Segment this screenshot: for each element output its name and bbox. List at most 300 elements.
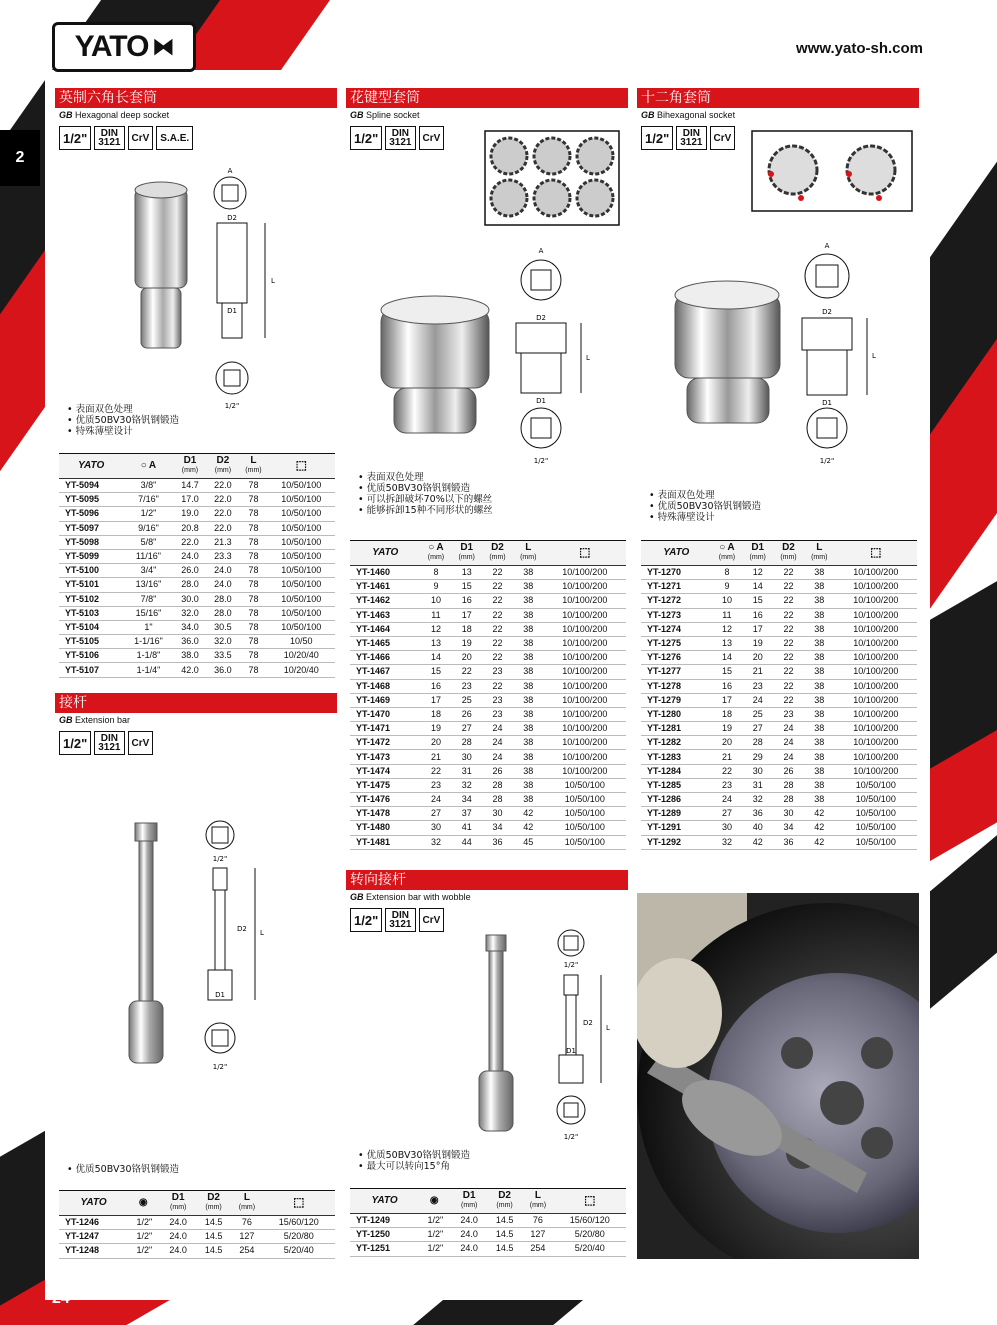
hexagon-icon: ○: [428, 542, 435, 553]
table-cell: 16: [421, 679, 452, 693]
column-header: L (mm): [522, 1189, 553, 1214]
table-row: [59, 507, 335, 521]
wheel-ratchet-photo: [637, 893, 919, 1259]
yato-logo: YATO ⧓: [52, 22, 196, 72]
table-cell: 10/100/200: [544, 750, 626, 764]
extension-bar-image: [115, 813, 325, 1093]
dim-d2-label: D2: [536, 314, 546, 322]
table-cell: 38: [804, 764, 835, 778]
bihex-socket-image: [667, 238, 917, 468]
spec-table: [59, 1190, 335, 1259]
table-cell: 24.0: [161, 1244, 196, 1258]
table-cell: 10/50/100: [267, 564, 335, 578]
yato-header-cell: YATO: [59, 1191, 128, 1216]
table-cell: 22: [773, 594, 804, 608]
table-cell: 1/2": [419, 1214, 451, 1228]
dim-a-label: A: [824, 242, 830, 250]
table-cell: 28: [482, 793, 513, 807]
table-cell: 22: [773, 679, 804, 693]
table-cell: 38: [513, 736, 544, 750]
table-cell: 1/2": [419, 1228, 451, 1242]
table-cell: 22: [421, 764, 452, 778]
table-cell: 27: [421, 807, 452, 821]
section-bihex-socket: [637, 88, 919, 856]
table-cell: 17: [742, 622, 773, 636]
section-subtitle: GB Hexagonal deep socket: [59, 110, 170, 120]
model-number-cell: YT-1469: [350, 693, 421, 707]
table-cell: 22: [482, 636, 513, 650]
table-row: [350, 679, 626, 693]
table-row: [350, 1214, 626, 1228]
table-cell: 32: [451, 778, 482, 792]
table-cell: 1-1/4": [123, 663, 173, 677]
column-header: D1 (mm): [451, 541, 482, 566]
table-row: [59, 493, 335, 507]
table-cell: 12: [712, 622, 743, 636]
column-header: L (mm): [804, 541, 835, 566]
table-cell: 38: [804, 608, 835, 622]
dim-l-label: L: [260, 929, 264, 937]
table-cell: 5/20/40: [263, 1244, 335, 1258]
feature-list: [641, 490, 761, 523]
table-cell: 14.5: [487, 1228, 522, 1242]
table-cell: 28: [482, 778, 513, 792]
table-cell: 30: [421, 821, 452, 835]
model-number-cell: YT-1270: [641, 566, 712, 580]
table-cell: 10/50/100: [544, 821, 626, 835]
table-cell: 10/100/200: [835, 608, 917, 622]
table-cell: 10/100/200: [835, 707, 917, 721]
din-badge: DIN 3121: [385, 908, 415, 932]
table-cell: 78: [239, 564, 267, 578]
table-cell: 1-1/16": [123, 635, 173, 649]
table-cell: 10/50: [267, 635, 335, 649]
hexagon-icon: ○: [140, 460, 147, 471]
table-cell: 42: [513, 807, 544, 821]
table-cell: 13: [451, 566, 482, 580]
table-cell: 78: [239, 606, 267, 620]
chapter-tab: 2: [0, 130, 40, 186]
table-cell: 28: [451, 736, 482, 750]
table-cell: 15/16": [123, 606, 173, 620]
model-number-cell: YT-1291: [641, 821, 712, 835]
table-cell: 9: [421, 580, 452, 594]
table-cell: 18: [451, 622, 482, 636]
model-number-cell: YT-1283: [641, 750, 712, 764]
table-cell: 78: [239, 592, 267, 606]
table-cell: 14: [421, 651, 452, 665]
model-number-cell: YT-1276: [641, 651, 712, 665]
feature-item: • 优质50BV30铬钒钢锻造: [67, 1164, 179, 1175]
column-header: D2 (mm): [196, 1191, 231, 1216]
table-cell: 10/100/200: [544, 594, 626, 608]
table-cell: 23: [421, 778, 452, 792]
table-cell: 10/50/100: [835, 835, 917, 849]
table-cell: 30: [712, 821, 743, 835]
table-cell: 21: [421, 750, 452, 764]
table-cell: 36.0: [206, 663, 239, 677]
table-cell: 10/50/100: [267, 507, 335, 521]
table-cell: 127: [522, 1228, 553, 1242]
drive-size-badge: 1/2": [59, 126, 91, 150]
model-number-cell: YT-1275: [641, 636, 712, 650]
table-cell: 38: [513, 651, 544, 665]
table-cell: 22: [482, 608, 513, 622]
table-cell: 1-1/8": [123, 649, 173, 663]
table-cell: 78: [239, 649, 267, 663]
section-wobble-extension: [346, 870, 628, 1263]
model-number-cell: YT-1476: [350, 793, 421, 807]
table-cell: 15: [712, 665, 743, 679]
table-cell: 5/20/40: [554, 1242, 626, 1256]
table-cell: 31: [451, 764, 482, 778]
table-cell: 7/8": [123, 592, 173, 606]
crv-badge: CrV: [128, 731, 154, 755]
sae-badge: S.A.E.: [156, 126, 193, 150]
table-cell: 20: [742, 651, 773, 665]
table-cell: 10/100/200: [544, 651, 626, 665]
feature-item: • 能够拆卸15种不同形状的螺丝: [358, 505, 493, 516]
table-cell: 14.5: [196, 1216, 231, 1230]
bihex-profile-image: [751, 130, 913, 212]
table-cell: 1/2": [128, 1244, 160, 1258]
model-number-cell: YT-1281: [641, 722, 712, 736]
table-row: [350, 636, 626, 650]
table-cell: 24.0: [206, 564, 239, 578]
table-row: [641, 679, 917, 693]
table-cell: 24: [421, 793, 452, 807]
model-number-cell: YT-1461: [350, 580, 421, 594]
dim-d2-label: D2: [822, 308, 832, 316]
dim-l-label: L: [271, 277, 275, 285]
table-cell: 30: [482, 807, 513, 821]
table-cell: 10/50/100: [267, 592, 335, 606]
wobble-extension-image: [446, 925, 626, 1165]
table-cell: 38: [513, 594, 544, 608]
table-cell: 30: [742, 764, 773, 778]
table-row: [350, 594, 626, 608]
table-cell: 38: [804, 679, 835, 693]
table-cell: 16: [712, 679, 743, 693]
table-cell: 42: [804, 835, 835, 849]
table-cell: 16: [742, 608, 773, 622]
table-cell: 23.3: [206, 549, 239, 563]
table-row: [641, 707, 917, 721]
table-row: [350, 1242, 626, 1256]
table-cell: 14: [742, 580, 773, 594]
table-cell: 12: [421, 622, 452, 636]
table-cell: 19: [451, 636, 482, 650]
table-cell: 42: [804, 807, 835, 821]
table-cell: 28.0: [206, 592, 239, 606]
table-cell: 23: [712, 778, 743, 792]
dim-a-label: A: [227, 168, 233, 175]
table-cell: 10/50/100: [544, 835, 626, 849]
table-cell: 78: [239, 663, 267, 677]
model-number-cell: YT-1460: [350, 566, 421, 580]
table-cell: 10/100/200: [835, 580, 917, 594]
table-cell: 44: [451, 835, 482, 849]
table-cell: 38: [804, 778, 835, 792]
model-number-cell: YT-5100: [59, 564, 123, 578]
column-header: D2 (mm): [206, 454, 239, 479]
column-header: ○ A (mm): [421, 541, 452, 566]
model-number-cell: YT-5098: [59, 535, 123, 549]
model-number-cell: YT-1273: [641, 608, 712, 622]
table-row: [59, 521, 335, 535]
table-cell: 10/100/200: [835, 679, 917, 693]
table-cell: 38: [513, 722, 544, 736]
model-number-cell: YT-1472: [350, 736, 421, 750]
feature-item: • 优质50BV30铬钒钢锻造: [67, 415, 179, 426]
table-cell: 24: [773, 736, 804, 750]
table-cell: 38.0: [173, 649, 206, 663]
table-row: [641, 793, 917, 807]
table-cell: 76: [231, 1216, 262, 1230]
table-row: [350, 807, 626, 821]
table-cell: 22.0: [206, 479, 239, 493]
drive-size-badge: 1/2": [59, 731, 91, 755]
table-cell: 21: [712, 750, 743, 764]
table-cell: 76: [522, 1214, 553, 1228]
table-cell: 10/100/200: [544, 665, 626, 679]
table-cell: 7/16": [123, 493, 173, 507]
model-number-cell: YT-1246: [59, 1216, 128, 1230]
dim-l-label: L: [606, 1024, 610, 1032]
dim-d2-label: D2: [583, 1019, 593, 1027]
table-row: [641, 608, 917, 622]
model-number-cell: YT-1467: [350, 665, 421, 679]
table-cell: 10/100/200: [835, 651, 917, 665]
column-header: D1 (mm): [173, 454, 206, 479]
feature-item: • 表面双色处理: [649, 490, 761, 501]
table-cell: 14: [712, 651, 743, 665]
table-row: [641, 580, 917, 594]
table-cell: 40: [742, 821, 773, 835]
section-title: 英制六角长套筒: [55, 88, 337, 108]
column-header: L (mm): [239, 454, 267, 479]
table-cell: 22: [773, 608, 804, 622]
table-cell: 17: [451, 608, 482, 622]
table-cell: 34.0: [173, 620, 206, 634]
table-cell: 38: [804, 707, 835, 721]
model-number-cell: YT-1465: [350, 636, 421, 650]
table-cell: 29: [742, 750, 773, 764]
table-cell: 10/50/100: [267, 521, 335, 535]
table-cell: 10/100/200: [835, 566, 917, 580]
table-cell: 23: [482, 665, 513, 679]
table-cell: 17: [712, 693, 743, 707]
table-cell: 38: [513, 750, 544, 764]
table-cell: 10/50/100: [835, 807, 917, 821]
din-badge: DIN 3121: [94, 126, 124, 150]
table-cell: 42: [742, 835, 773, 849]
spec-table: [350, 540, 626, 850]
feature-list: [59, 1164, 179, 1175]
feature-item: • 特殊薄壁设计: [67, 426, 179, 437]
table-cell: 21: [742, 665, 773, 679]
model-number-cell: YT-1473: [350, 750, 421, 764]
drive-size-badge: 1/2": [350, 126, 382, 150]
table-cell: 38: [513, 608, 544, 622]
dim-l-label: L: [872, 352, 876, 360]
table-cell: 22.0: [173, 535, 206, 549]
feature-item: • 表面双色处理: [358, 472, 493, 483]
table-cell: 11: [712, 608, 743, 622]
table-cell: 10: [712, 594, 743, 608]
table-cell: 10/50/100: [544, 807, 626, 821]
table-cell: 37: [451, 807, 482, 821]
table-row: [350, 707, 626, 721]
table-cell: 5/8": [123, 535, 173, 549]
table-cell: 38: [513, 778, 544, 792]
table-cell: 38: [513, 793, 544, 807]
column-header: D1 (mm): [452, 1189, 487, 1214]
column-header: L (mm): [513, 541, 544, 566]
model-number-cell: YT-1464: [350, 622, 421, 636]
dim-sq-top-label: 1/2": [212, 855, 228, 863]
feature-list: [350, 472, 493, 516]
table-cell: 33.5: [206, 649, 239, 663]
table-cell: 22: [482, 679, 513, 693]
section-title: 转向接杆: [346, 870, 628, 890]
model-number-cell: YT-1481: [350, 835, 421, 849]
table-cell: 24: [773, 722, 804, 736]
yato-header-cell: YATO: [59, 454, 123, 479]
table-cell: 20: [712, 736, 743, 750]
table-cell: 22.0: [206, 493, 239, 507]
table-cell: 16: [451, 594, 482, 608]
din-badge: DIN 3121: [676, 126, 706, 150]
model-number-cell: YT-1279: [641, 693, 712, 707]
model-number-cell: YT-5101: [59, 578, 123, 592]
table-cell: 78: [239, 535, 267, 549]
table-cell: 10/100/200: [835, 750, 917, 764]
column-header: D1 (mm): [161, 1191, 196, 1216]
table-cell: 10/100/200: [835, 736, 917, 750]
table-row: [350, 651, 626, 665]
table-cell: 24: [482, 722, 513, 736]
feature-list: [350, 1150, 470, 1172]
website-url[interactable]: www.yato-sh.com: [796, 40, 923, 57]
table-row: [350, 793, 626, 807]
table-cell: 24.0: [173, 549, 206, 563]
model-number-cell: YT-1274: [641, 622, 712, 636]
model-number-cell: YT-1284: [641, 764, 712, 778]
dim-sq-label: 1/2": [224, 402, 240, 410]
model-number-cell: YT-1247: [59, 1230, 128, 1244]
section-subtitle: GB Extension bar with wobble: [350, 892, 471, 902]
table-cell: 9: [712, 580, 743, 594]
yato-header-cell: YATO: [350, 1189, 419, 1214]
table-cell: 38: [513, 566, 544, 580]
table-row: [59, 1244, 335, 1258]
table-cell: 38: [513, 707, 544, 721]
table-cell: 254: [522, 1242, 553, 1256]
table-cell: 13: [421, 636, 452, 650]
model-number-cell: YT-1466: [350, 651, 421, 665]
table-cell: 15: [742, 594, 773, 608]
table-cell: 22: [482, 580, 513, 594]
table-cell: 22: [773, 580, 804, 594]
table-cell: 30: [451, 750, 482, 764]
table-cell: 32.0: [173, 606, 206, 620]
table-cell: 10/100/200: [544, 622, 626, 636]
table-cell: 8: [712, 566, 743, 580]
dim-d1-label: D1: [566, 1047, 576, 1055]
table-cell: 21.3: [206, 535, 239, 549]
table-cell: 10/50/100: [267, 479, 335, 493]
table-cell: 10/100/200: [835, 764, 917, 778]
table-cell: 14.5: [196, 1244, 231, 1258]
table-cell: 22: [482, 622, 513, 636]
feature-item: • 特殊薄壁设计: [649, 512, 761, 523]
table-cell: 14.5: [487, 1214, 522, 1228]
table-row: [59, 535, 335, 549]
table-cell: 38: [804, 636, 835, 650]
table-cell: 28: [773, 793, 804, 807]
table-cell: 26: [773, 764, 804, 778]
table-cell: 38: [513, 693, 544, 707]
table-cell: 28: [742, 736, 773, 750]
table-cell: 27: [451, 722, 482, 736]
drive-size-badge: 1/2": [350, 908, 382, 932]
table-cell: 14.5: [487, 1242, 522, 1256]
drive-dot-icon: ◉: [138, 1197, 148, 1208]
table-cell: 17: [421, 693, 452, 707]
table-cell: 10/50/100: [267, 620, 335, 634]
table-cell: 10/100/200: [835, 636, 917, 650]
model-number-cell: YT-1475: [350, 778, 421, 792]
crv-badge: CrV: [419, 126, 445, 150]
table-cell: 30.0: [173, 592, 206, 606]
table-cell: 32: [712, 835, 743, 849]
model-number-cell: YT-5095: [59, 493, 123, 507]
table-cell: 22.0: [206, 521, 239, 535]
table-cell: 9/16": [123, 521, 173, 535]
table-row: [59, 620, 335, 634]
table-cell: 10/100/200: [544, 580, 626, 594]
table-cell: 10/20/40: [267, 663, 335, 677]
table-row: [59, 1216, 335, 1230]
table-cell: 38: [804, 665, 835, 679]
dim-d1-label: D1: [536, 397, 546, 405]
table-row: [59, 578, 335, 592]
table-cell: 10/100/200: [544, 707, 626, 721]
feature-item: • 优质50BV30铬钒钢锻造: [358, 1150, 470, 1161]
table-row: [350, 764, 626, 778]
table-cell: 24.0: [161, 1216, 196, 1230]
spline-profiles-image: [484, 130, 620, 226]
table-cell: 11: [421, 608, 452, 622]
din-badge: DIN 3121: [385, 126, 415, 150]
spec-table: [350, 1188, 626, 1257]
table-cell: 18: [421, 707, 452, 721]
table-cell: 13: [712, 636, 743, 650]
dim-l-label: L: [586, 354, 590, 362]
table-cell: 38: [513, 764, 544, 778]
table-cell: 10/100/200: [544, 679, 626, 693]
table-row: [641, 722, 917, 736]
box-icon: ⬚: [293, 1195, 305, 1209]
table-cell: 14.7: [173, 479, 206, 493]
table-cell: 38: [804, 722, 835, 736]
spec-table: [641, 540, 917, 850]
table-cell: 38: [804, 594, 835, 608]
table-cell: 28.0: [206, 606, 239, 620]
table-cell: 10/50/100: [544, 793, 626, 807]
table-cell: 38: [513, 636, 544, 650]
